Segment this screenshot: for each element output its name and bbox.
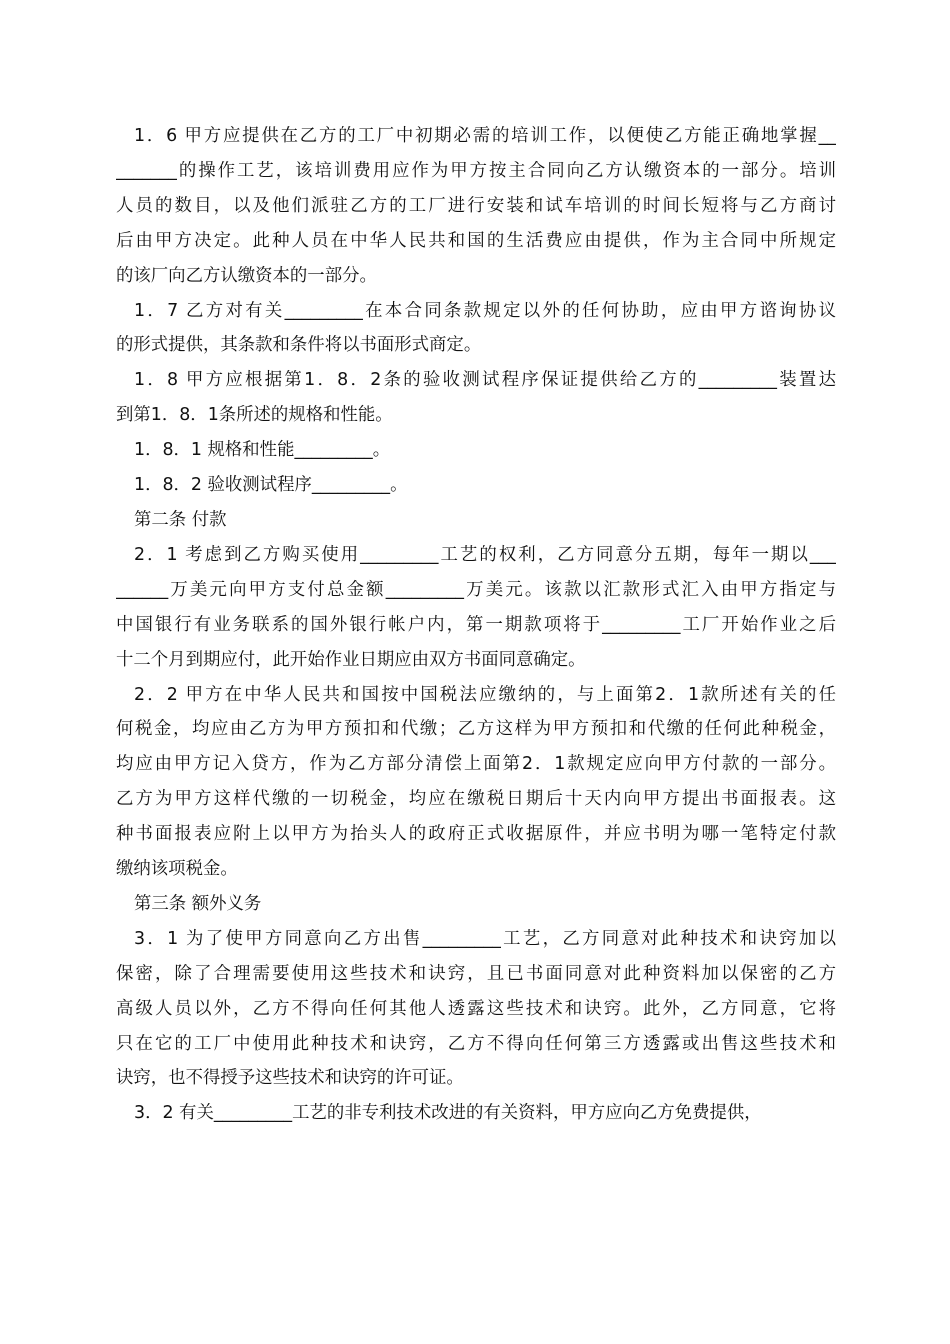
- text-line: ______万美元向甲方支付总金额_________万美元。该款以汇款形式汇入由甲方指定与: [116, 579, 836, 600]
- text-line: 人员的数目，以及他们派驻乙方的工厂进行安装和试车培训的时间长短将与乙方商讨: [116, 195, 836, 216]
- text-line: 均应由甲方记入贷方，作为乙方部分清偿上面第2．1款规定应向甲方付款的一部分。: [116, 754, 836, 775]
- clause-3-2: [116, 1096, 836, 1131]
- clause-1-6: [116, 119, 836, 294]
- text-line: 的该厂向乙方认缴资本的一部分。: [116, 265, 377, 286]
- clause-1-8-1: [116, 433, 836, 468]
- text-line: 1．8．1 规格和性能_________。: [134, 440, 391, 461]
- text-line: 高级人员以外，乙方不得向任何其他人透露这些技术和诀窍。此外，乙方同意，它将: [116, 998, 836, 1019]
- text-line: 1．6 甲方应提供在乙方的工厂中初期必需的培训工作，以便使乙方能正确地掌握__: [134, 126, 836, 146]
- text-line: 保密，除了合理需要使用这些技术和诀窍，且已书面同意对此种资料加以保密的乙方: [116, 963, 836, 984]
- article-3-heading: [116, 887, 836, 922]
- text-line: 1．8．2 验收测试程序_________。: [134, 475, 408, 496]
- text-line: 到第1．8．1条所述的规格和性能。: [116, 405, 393, 426]
- text-line: 3．2 有关_________工艺的非专利技术改进的有关资料，甲方应向乙方免费提供，: [134, 1103, 762, 1124]
- contract-page: [116, 119, 836, 1131]
- clause-1-8-2: [116, 468, 836, 503]
- text-line: 只在它的工厂中使用此种技术和诀窍，乙方不得向任何第三方透露或出售这些技术和: [116, 1033, 836, 1054]
- text-line: 2．2 甲方在中华人民共和国按中国税法应缴纳的，与上面第2．1款所述有关的任: [134, 684, 836, 705]
- clause-1-8: [116, 363, 836, 433]
- text-line: 后由甲方决定。此种人员在中华人民共和国的生活费应由提供，作为主合同中所规定: [116, 230, 836, 251]
- text-line: 2．1 考虑到乙方购买使用_________工艺的权利，乙方同意分五期，每年一期以___: [134, 544, 836, 565]
- text-line: 何税金，均应由乙方为甲方预扣和代缴；乙方这样为甲方预扣和代缴的任何此种税金，: [116, 719, 836, 740]
- text-line: 十二个月到期应付，此开始作业日期应由双方书面同意确定。: [116, 649, 586, 670]
- clause-3-1: [116, 922, 836, 1097]
- text-line: 种书面报表应附上以甲方为抬头人的政府正式收据原件，并应书明为哪一笔特定付款: [116, 824, 836, 845]
- text-line: 缴纳该项税金。: [116, 859, 238, 880]
- section-heading: 第二条 付款: [134, 509, 227, 530]
- article-2-heading: [116, 503, 836, 538]
- text-line: 诀窍，也不得授予这些技术和诀窍的许可证。: [116, 1068, 464, 1089]
- text-line: 的形式提供，其条款和条件将以书面形式商定。: [116, 335, 482, 356]
- text-line: 乙方为甲方这样代缴的一切税金，均应在缴税日期后十天内向甲方提出书面报表。这: [116, 789, 836, 810]
- text-line: _______的操作工艺，该培训费用应作为甲方按主合同向乙方认缴资本的一部分。培训: [116, 160, 836, 181]
- clause-1-7: [116, 294, 836, 364]
- text-line: 1．7 乙方对有关_________在本合同条款规定以外的任何协助，应由甲方谘询协议: [134, 300, 836, 321]
- text-line: 中国银行有业务联系的国外银行帐户内，第一期款项将于_________工厂开始作业之后: [116, 614, 836, 635]
- clause-2-1: [116, 538, 836, 678]
- section-heading: 第三条 额外义务: [134, 893, 262, 914]
- text-line: 3．1 为了使甲方同意向乙方出售_________工艺，乙方同意对此种技术和诀窍加以: [134, 928, 836, 949]
- text-line: 1．8 甲方应根据第1．8．2条的验收测试程序保证提供给乙方的_________装置达: [134, 370, 836, 391]
- clause-2-2: [116, 678, 836, 887]
